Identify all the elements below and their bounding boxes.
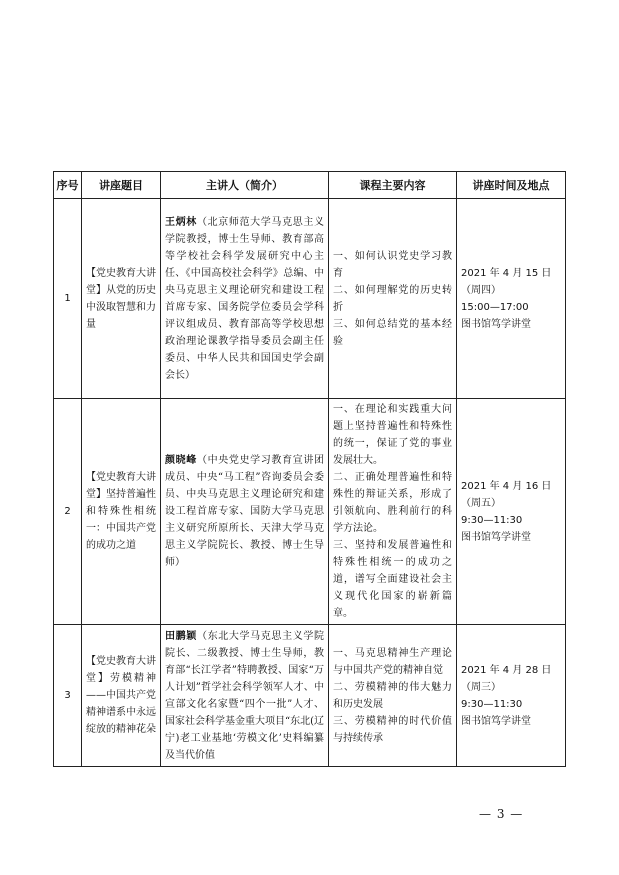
- lecture-location: 图书馆笃学讲堂: [461, 531, 531, 543]
- content-item: 三、如何总结党的基本经验: [333, 318, 452, 347]
- lecture-schedule-table: [53, 171, 566, 767]
- lecture-title: 【党史教育大讲堂】从党的历史中汲取智慧和力量: [82, 199, 161, 399]
- lecture-weekday: （周四）: [461, 284, 501, 296]
- lecture-hours: 15:00—17:00: [461, 301, 529, 313]
- header-number: 序号: [54, 172, 82, 199]
- speaker-name: 田鹏颖: [165, 630, 197, 642]
- content-item: 二、劳模精神的伟大魅力和历史发展: [333, 681, 452, 710]
- header-time-location: 讲座时间及地点: [457, 172, 566, 199]
- speaker-bio: （中央党史学习教育宣讲团成员、中央“马工程”咨询委员会委员、中央马克思主义理论研究和建设工程首席专家、国防大学马克思主义研究所原所长、天津大学马克思主义学院院长、教授、博士生导师）: [165, 455, 325, 568]
- lecture-title: 【党史教育大讲堂】劳模精神——中国共产党精神谱系中永远绽放的精神花朵: [82, 625, 161, 767]
- row-number: 2: [54, 399, 82, 625]
- speaker-bio: （东北大学马克思主义学院院长、二级教授、博士生导师，教育部“长江学者”特聘教授、国家“万人计划”哲学社会科学领军人才、中宣部文化名家暨“四个一批”人才、国家社会科学基金重大项目“东北(辽宁)老工业基地‘劳模文化’史料编纂及当代价值: [165, 630, 325, 761]
- header-speaker: 主讲人（简介）: [161, 172, 329, 199]
- row-number: 3: [54, 625, 82, 767]
- speaker-name: 颜晓峰: [165, 455, 197, 466]
- table-header-row: [54, 172, 566, 199]
- header-title: 讲座题目: [82, 172, 161, 199]
- table-row: [54, 399, 566, 625]
- content-item: 一、在理论和实践重大问题上坚持普遍性和特殊性的统一，保证了党的事业发展壮大。: [333, 404, 452, 466]
- content-item: 三、劳模精神的时代价值与持续传承: [333, 715, 452, 744]
- lecture-location: 图书馆笃学讲堂: [461, 715, 531, 727]
- content-cell: [329, 625, 457, 767]
- page-number: — 3 —: [479, 807, 524, 821]
- table-row: [54, 625, 566, 767]
- speaker-bio: （北京师范大学马克思主义学院教授，博士生导师、教育部高等学校社会科学发展研究中心主任、《中国高校社会科学》总编、中央马克思主义理论研究和建设工程首席专家、国务院学位委员会学科评议组成员、教育部高等学校思想政治理论课教学指导委员会副主任委员、中华人民共和国国史学会副会长）: [165, 216, 325, 381]
- content-cell: [329, 199, 457, 399]
- speaker-name: 王炳林: [165, 216, 197, 228]
- lecture-hours: 9:30—11:30: [461, 514, 523, 526]
- content-cell: [329, 399, 457, 625]
- content-item: 二、正确处理普遍性和特殊性的辩证关系，形成了引领航向、胜利前行的科学方法论。: [333, 472, 452, 534]
- row-number: 1: [54, 199, 82, 399]
- time-location-cell: [457, 399, 566, 625]
- speaker-cell: [161, 199, 329, 399]
- table-row: [54, 199, 566, 399]
- header-content: 课程主要内容: [329, 172, 457, 199]
- lecture-date: 2021 年 4 月 16 日（周五）: [461, 480, 552, 509]
- lecture-hours: 9:30—11:30: [461, 698, 523, 710]
- content-item: 一、马克思精神生产理论与中国共产党的精神自觉: [333, 647, 452, 676]
- speaker-cell: [161, 625, 329, 767]
- content-item: 三、坚持和发展普遍性和特殊性相统一的成功之道，谱写全面建设社会主义现代化国家的崭新篇章。: [333, 540, 452, 619]
- time-location-cell: [457, 199, 566, 399]
- lecture-location: 图书馆笃学讲堂: [461, 318, 531, 330]
- lecture-date: 2021 年 4 月 15 日: [461, 267, 552, 279]
- content-item: 一、如何认识党史学习教育: [333, 250, 452, 279]
- time-location-cell: [457, 625, 566, 767]
- speaker-cell: [161, 399, 329, 625]
- lecture-date: 2021 年 4 月 28 日（周三）: [461, 664, 552, 693]
- lecture-title: 【党史教育大讲堂】坚持普遍性和特殊性相统一：中国共产党的成功之道: [82, 399, 161, 625]
- content-item: 二、如何理解党的历史转折: [333, 284, 452, 313]
